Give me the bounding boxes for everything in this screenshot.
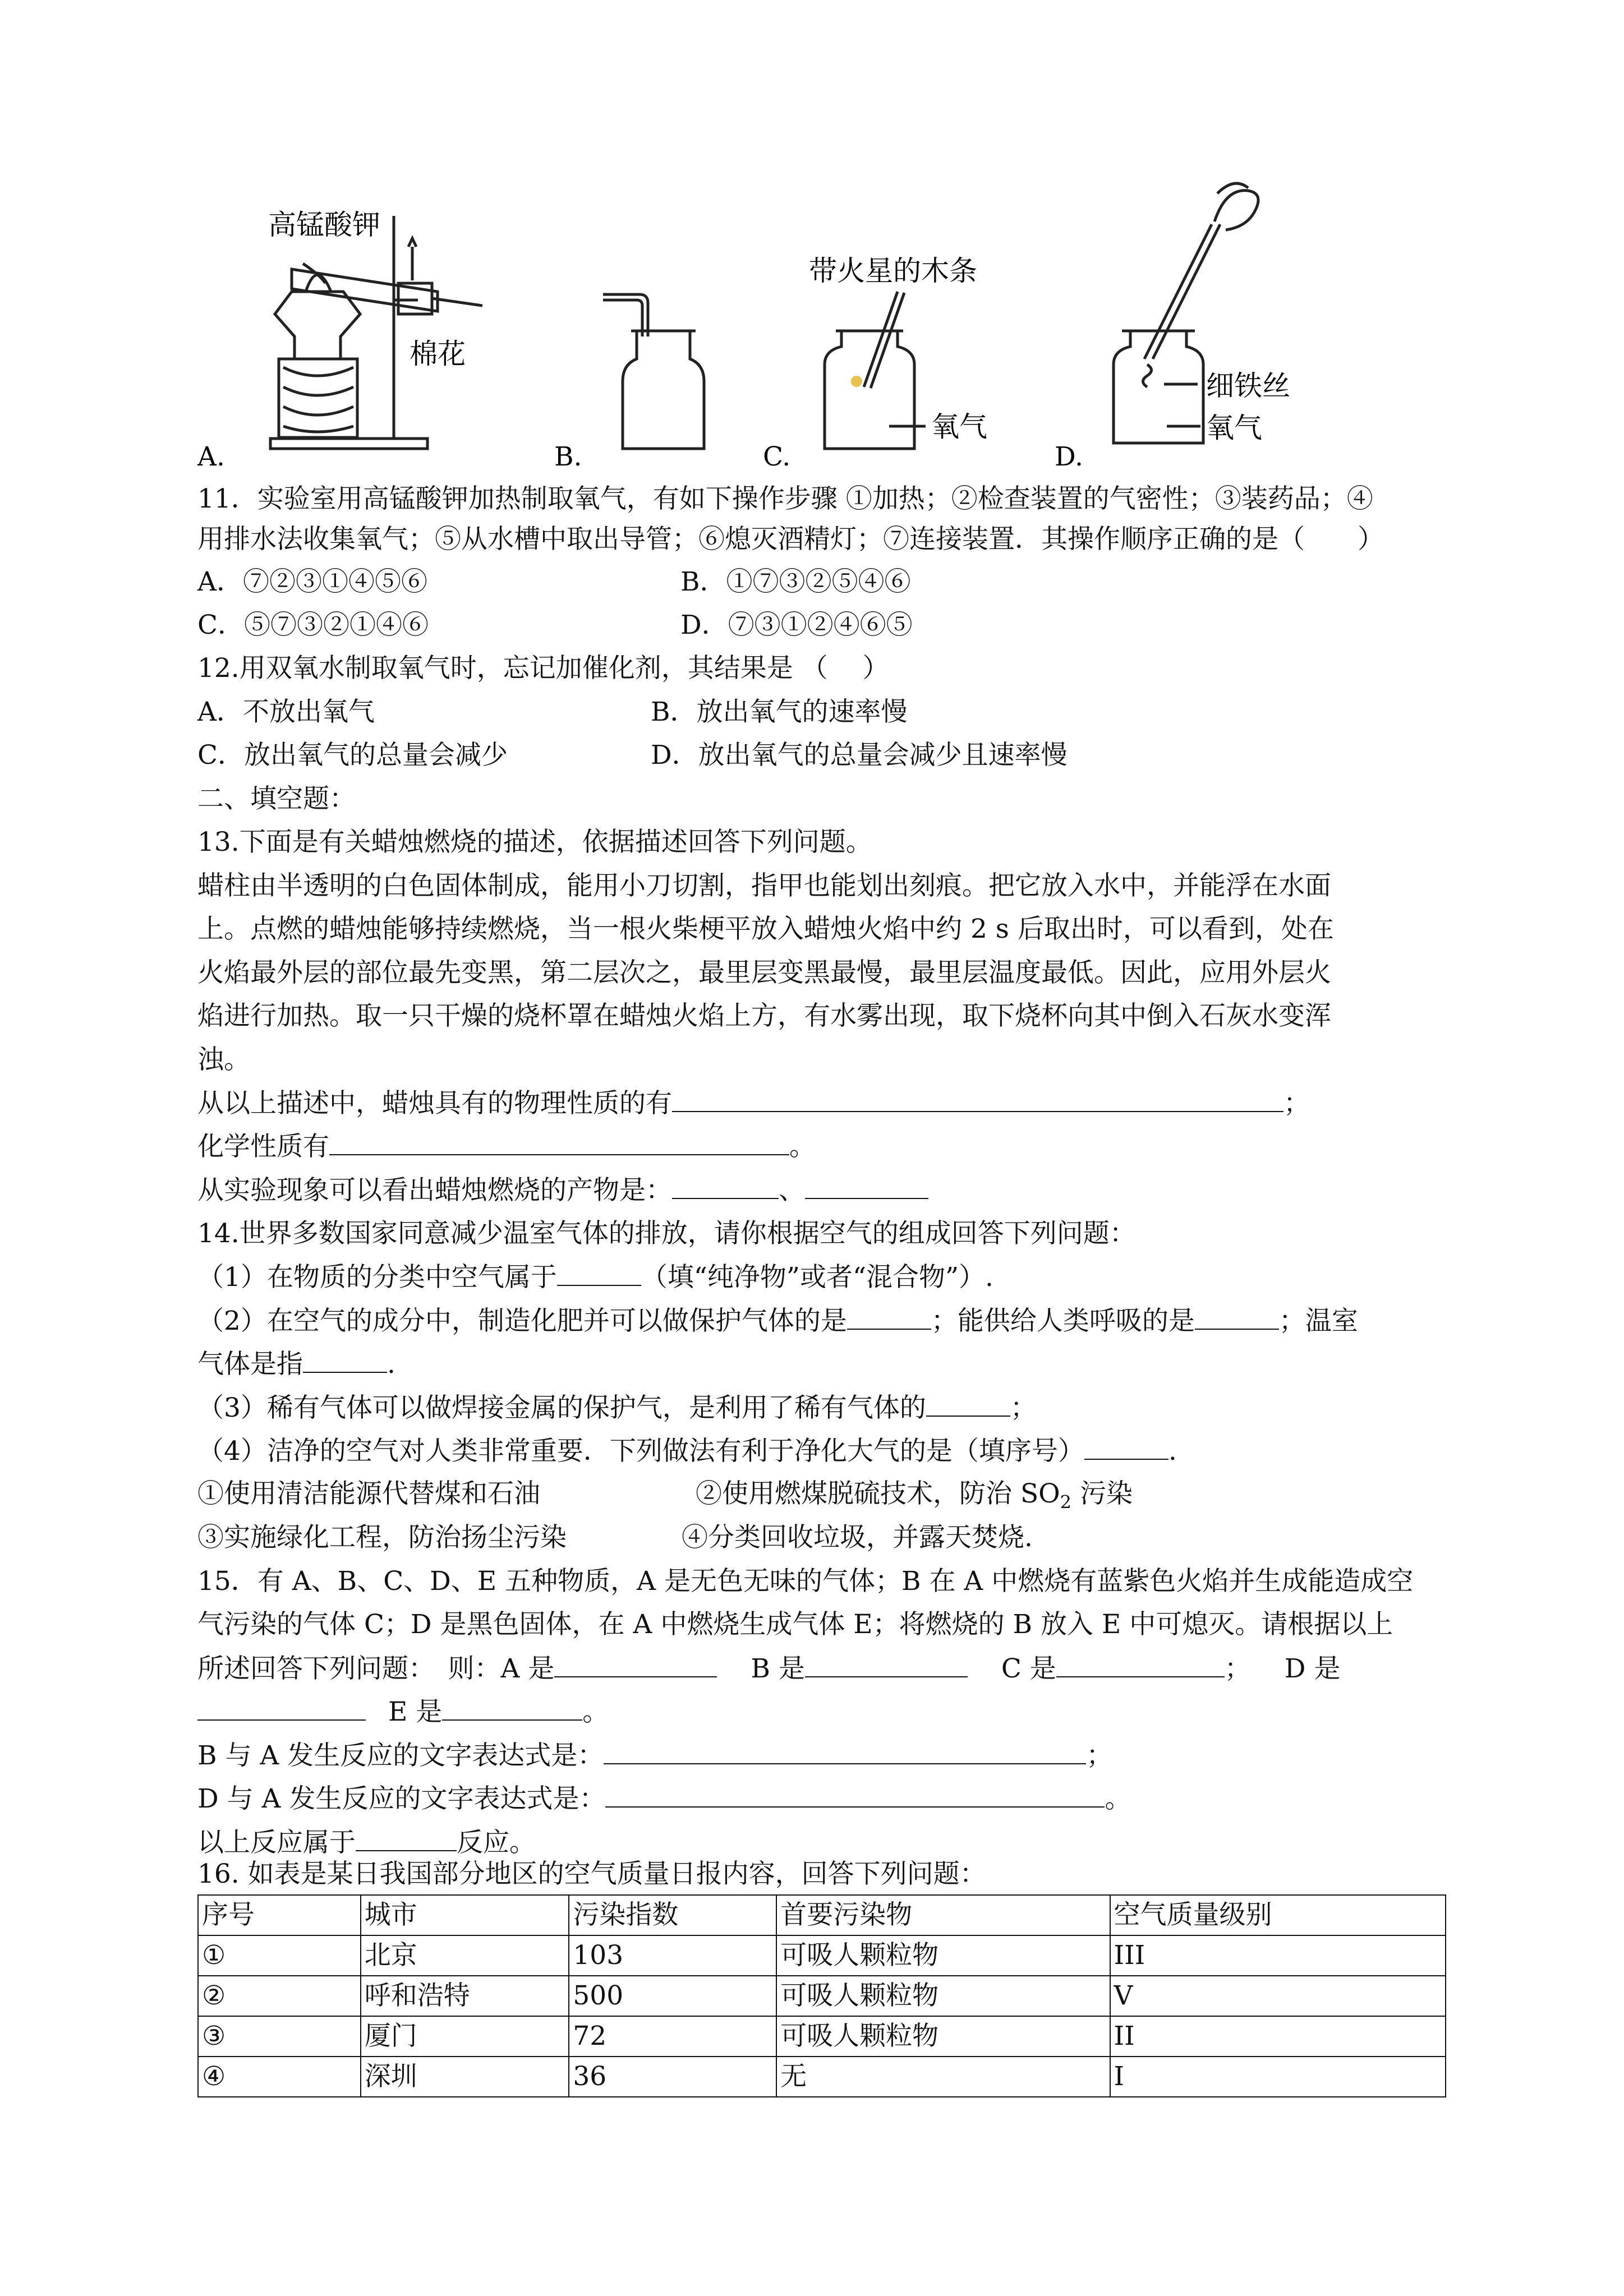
q13-product-blank-2[interactable]	[805, 1173, 928, 1199]
q13-paragraph-line-2: 上。点燃的蜡烛能够持续燃烧，当一根火柴梗平放入蜡烛火焰中约 2 s 后取出时，可以看到，处在	[197, 914, 1334, 944]
q14-choice-4: ④分类回收垃圾，并露天焚烧.	[682, 1522, 1033, 1553]
header-cell: 污染指数	[569, 1895, 776, 1935]
q13-chemical-properties-prompt: 化学性质有	[197, 1131, 329, 1162]
figure-a-label-potassium-permanganate: 高锰酸钾	[268, 209, 380, 241]
q11-option-a: A．⑦②③①④⑤⑥	[197, 566, 427, 597]
q15-equation-d-a-end: 。	[1105, 1783, 1131, 1814]
q12-option-c: C．放出氧气的总量会减少	[197, 740, 508, 771]
q12-option-d: D．放出氧气的总量会减少且速率慢	[651, 740, 1068, 771]
table-cell: II	[1110, 2016, 1446, 2057]
q14-sub-2-continued	[197, 1347, 395, 1381]
q14-greenhouse-prompt: ；温室	[1278, 1306, 1358, 1336]
header-cell: 序号	[198, 1895, 361, 1935]
q14-sub-4-prompt: （4）洁净的空气对人类非常重要．下列做法有利于净化大气的是（填序号）	[197, 1436, 1084, 1467]
table-row	[198, 1976, 1446, 2016]
q11-option-d: D．⑦③①②④⑥⑤	[680, 610, 913, 640]
q13-paragraph-line-3: 火焰最外层的部位最先变黑，第二层次之，最里层变黑最慢，最里层温度最低。因此，应用外层火	[197, 957, 1331, 988]
q15-e-prompt: E 是	[388, 1696, 443, 1727]
table-cell: ④	[198, 2057, 361, 2097]
q14-sub-2	[197, 1304, 1358, 1338]
header-cell: 城市	[361, 1895, 569, 1935]
q14-sub-1-hint: （填“纯净物”或者“混合物”）.	[641, 1262, 993, 1293]
table-cell: 北京	[361, 1935, 569, 1976]
q15-equation-b-a-prompt: B 与 A 发生反应的文字表达式是：	[197, 1740, 604, 1771]
q14-breathing-prompt: ；能供给人类呼吸的是	[931, 1306, 1195, 1336]
table-row	[198, 2016, 1446, 2057]
q15-stem-line-2: 气污染的气体 C；D 是黑色固体，在 A 中燃烧生成气体 E；将燃烧的 B 放入 E 中可熄灭。请根据以上	[197, 1609, 1393, 1640]
section-heading-fill-in: 二、填空题：	[197, 783, 356, 814]
figure-c-letter: C.	[763, 441, 791, 472]
q12-option-b: B．放出氧气的速率慢	[651, 697, 908, 727]
figure-b-letter: B.	[554, 441, 582, 472]
q13-paragraph-line-1: 蜡柱由半透明的白色固体制成，能用小刀切割，指甲也能划出刻痕。把它放入水中，并能浮在水面	[197, 870, 1331, 901]
q12-option-a: A．不放出氧气	[197, 697, 375, 727]
apparatus-figures	[0, 0, 1624, 482]
figure-d-iron-wire-bottle	[1114, 183, 1258, 443]
q14-sub-4	[197, 1434, 1177, 1468]
q15-equation-d-a-prompt: D 与 A 发生反应的文字表达式是：	[197, 1783, 606, 1814]
q11-stem-line-2: 用排水法收集氧气；⑤从水槽中取出导管；⑥熄灭酒精灯；⑦连接装置．其操作顺序正确的是（ ）	[197, 524, 1384, 555]
q14-sub-4-end: .	[1168, 1436, 1177, 1467]
figure-c-label-oxygen: 氧气	[931, 411, 987, 443]
header-cell: 首要污染物	[776, 1895, 1110, 1935]
q15-equation-b-a-end: ；	[1086, 1740, 1113, 1771]
table-cell: 103	[569, 1935, 776, 1976]
table-cell: 呼和浩特	[361, 1976, 569, 2016]
q13-stem: 13.下面是有关蜡烛燃烧的描述，依据描述回答下列问题。	[197, 827, 872, 857]
q13-product-blank-1[interactable]	[672, 1173, 779, 1199]
q15-answer-line-de	[197, 1695, 609, 1729]
q15-reaction-type-prompt: 以上反应属于	[197, 1827, 356, 1858]
q15-a-blank[interactable]	[554, 1652, 717, 1677]
q14-protective-gas-blank[interactable]	[847, 1304, 931, 1330]
figure-d-label-iron-wire: 细铁丝	[1206, 370, 1290, 402]
q15-semicolon: ；	[1224, 1653, 1251, 1684]
figure-a-label-cotton: 棉花	[410, 338, 466, 370]
q14-purify-choice-blank[interactable]	[1084, 1434, 1168, 1460]
q15-stem-line-1: 15．有 A、B、C、D、E 五种物质，A 是无色无味的气体；B 在 A 中燃烧有蓝紫色火焰并生成能造成空	[197, 1566, 1414, 1597]
q14-sub-3	[197, 1391, 1037, 1425]
figure-b-gas-bottle	[603, 294, 704, 449]
table-cell: ③	[198, 2016, 361, 2057]
q14-rare-gas-property-blank[interactable]	[926, 1391, 1010, 1417]
q14-choice-2-subscript: 2	[1060, 1491, 1072, 1513]
q14-sub-1-prompt: （1）在物质的分类中空气属于	[197, 1262, 557, 1293]
q14-choice-3: ③实施绿化工程，防治扬尘污染	[197, 1522, 567, 1553]
q14-sub-2-prompt: （2）在空气的成分中，制造化肥并可以做保护气体的是	[197, 1306, 847, 1336]
glowing-ember-icon	[851, 376, 862, 387]
table-cell: V	[1110, 1976, 1446, 2016]
q14-sub-2-end: .	[387, 1349, 395, 1380]
q14-greenhouse-prompt-cont: 气体是指	[197, 1349, 303, 1380]
q13-physical-properties-prompt: 从以上描述中，蜡烛具有的物理性质的有	[197, 1088, 672, 1119]
q15-reaction-type	[197, 1825, 536, 1860]
q13-answer-line-3	[197, 1173, 928, 1207]
q12-stem: 12.用双氧水制取氧气时，忘记加催化剂，其结果是 （ ）	[197, 653, 889, 684]
figure-a-heating-apparatus	[270, 216, 482, 449]
q15-e-blank[interactable]	[442, 1695, 582, 1721]
figure-c-label-glowing-splint: 带火星的木条	[809, 255, 977, 287]
table-cell: 深圳	[361, 2057, 569, 2097]
q14-greenhouse-gas-blank[interactable]	[303, 1347, 387, 1373]
q13-products-prompt: 从实验现象可以看出蜡烛燃烧的产物是：	[197, 1175, 672, 1206]
table-header-row	[198, 1895, 1446, 1935]
q15-a-prompt: 所述回答下列问题： 则：A 是	[197, 1653, 555, 1684]
q14-choice-2-text: ②使用燃煤脱硫技术，防治 SO	[696, 1478, 1060, 1509]
q14-choice-2-text-end: 污染	[1071, 1478, 1133, 1509]
q15-period: 。	[582, 1696, 609, 1727]
q14-choice-1: ①使用清洁能源代替煤和石油	[197, 1478, 540, 1509]
figure-c-oxygen-bottle	[825, 292, 926, 449]
q15-equation-b-a	[197, 1739, 1112, 1773]
table-cell: ①	[198, 1935, 361, 1976]
table-cell: 72	[569, 2016, 776, 2057]
table-row	[198, 1935, 1446, 1976]
q15-answer-line-abcd	[197, 1652, 1340, 1686]
q11-option-c: C．⑤⑦③②①④⑥	[197, 610, 429, 640]
q13-answer-line-2	[197, 1129, 816, 1164]
q14-sub-3-prompt: （3）稀有气体可以做焊接金属的保护气，是利用了稀有气体的	[197, 1393, 926, 1423]
q14-air-classification-blank[interactable]	[557, 1260, 641, 1286]
q13-product-separator: 、	[779, 1175, 805, 1206]
table-cell: 可吸人颗粒物	[776, 1976, 1110, 2016]
figure-d-letter: D.	[1055, 441, 1083, 472]
figure-d-label-oxygen: 氧气	[1206, 412, 1262, 444]
q15-reaction-type-blank[interactable]	[356, 1825, 457, 1851]
q14-sub-3-end: ；	[1010, 1393, 1037, 1423]
q13-physical-properties-blank[interactable]	[672, 1086, 1283, 1112]
q15-b-prompt: B 是	[751, 1653, 805, 1684]
table-cell: 36	[569, 2057, 776, 2097]
header-cell: 空气质量级别	[1110, 1895, 1446, 1935]
table-cell: ②	[198, 1976, 361, 2016]
q15-d-blank[interactable]	[197, 1695, 366, 1721]
table-cell: III	[1110, 1935, 1446, 1976]
q15-c-blank[interactable]	[1056, 1652, 1225, 1677]
table-cell: 厦门	[361, 2016, 569, 2057]
q15-d-prompt: D 是	[1284, 1653, 1341, 1684]
q16-stem: 16. 如表是某日我国部分地区的空气质量日报内容，回答下列问题：	[197, 1859, 986, 1889]
q11-option-b: B．①⑦③②⑤④⑥	[680, 566, 911, 597]
table-cell: I	[1110, 2057, 1446, 2097]
q13-paragraph-line-5: 浊。	[197, 1044, 250, 1075]
q13-chemical-properties-blank[interactable]	[329, 1129, 789, 1155]
table-cell: 无	[776, 2057, 1110, 2097]
q14-sub-1	[197, 1260, 993, 1294]
table-row	[198, 2057, 1446, 2097]
q15-b-blank[interactable]	[805, 1652, 968, 1677]
q13-paragraph-line-4: 焰进行加热。取一只干燥的烧杯罩在蜡烛火焰上方，有水雾出现，取下烧杯向其中倒入石灰水变浑	[197, 1001, 1331, 1031]
table-cell: 可吸人颗粒物	[776, 1935, 1110, 1976]
q15-c-prompt: C 是	[1001, 1653, 1056, 1684]
q15-reaction-type-end: 反应。	[457, 1827, 536, 1858]
q14-breathing-gas-blank[interactable]	[1195, 1304, 1279, 1330]
q14-choice-2	[696, 1477, 1133, 1511]
q13-semicolon: ；	[1283, 1088, 1310, 1119]
q15-equation-d-a-blank[interactable]	[605, 1782, 1105, 1808]
q15-equation-b-a-blank[interactable]	[604, 1739, 1086, 1764]
q15-equation-d-a	[197, 1782, 1131, 1816]
figure-a-letter: A.	[197, 441, 225, 472]
table-cell: 500	[569, 1976, 776, 2016]
q13-answer-line-1	[197, 1086, 1310, 1121]
air-quality-table	[197, 1894, 1446, 2097]
table-cell: 可吸人颗粒物	[776, 2016, 1110, 2057]
q13-period: 。	[789, 1131, 816, 1162]
q11-stem-line-1: 11．实验室用高锰酸钾加热制取氧气，有如下操作步骤 ①加热；②检查装置的气密性；③装药品；④	[197, 483, 1373, 514]
q14-stem: 14.世界多数国家同意减少温室气体的排放，请你根据空气的组成回答下列问题：	[197, 1218, 1136, 1249]
